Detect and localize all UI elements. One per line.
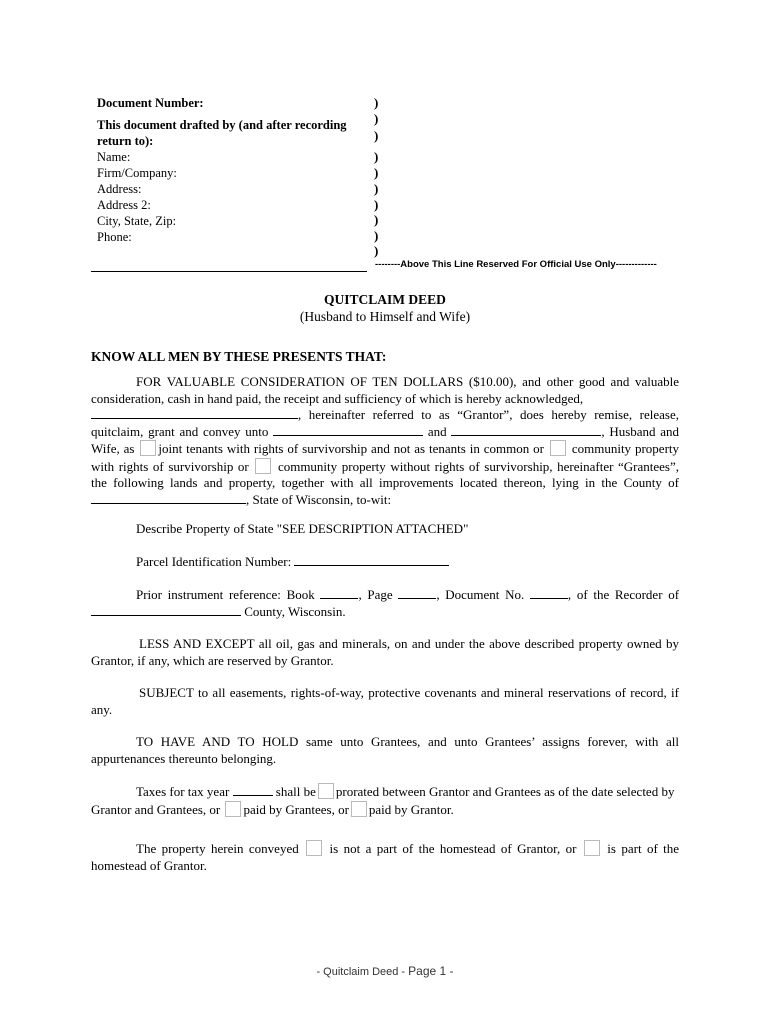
deed-subtitle: (Husband to Himself and Wife): [299, 309, 471, 324]
taxes-paragraph: [91, 783, 679, 818]
have-hold-text: TO HAVE AND TO HOLD same unto Grantees, and unto Grantees’ assigns forever, with all appurtenances thereunto belonging.: [91, 734, 679, 766]
paren: ): [374, 212, 379, 227]
consideration-grantor-line: [91, 407, 679, 508]
less-except-paragraph: [91, 636, 679, 669]
drafted-by-label-line1: This document drafted by (and after recording: [97, 118, 347, 132]
community-property-no-survivorship-checkbox[interactable]: [255, 458, 271, 474]
paren: ): [374, 128, 379, 143]
is-homestead-checkbox[interactable]: [584, 840, 600, 856]
community-property-survivorship-checkbox[interactable]: [550, 440, 566, 456]
parcel-id-line: [136, 554, 449, 570]
have-hold-paragraph: [91, 734, 679, 767]
consideration-text-5: community property with rights of survivorship or: [91, 441, 680, 474]
consideration-text-4: joint tenants with rights of survivorship and not as tenants in common or: [158, 441, 544, 456]
address-label: Address:: [97, 182, 142, 196]
name-label: Name:: [97, 150, 131, 164]
paren: ): [374, 243, 379, 258]
document-number-blank[interactable]: [530, 587, 568, 599]
page-footer: [0, 964, 770, 978]
taxes-prorated-label: prorated between Grantor and Grantees as of the date selected by Grantor and Grantees, or: [91, 784, 675, 817]
official-use-notice: --------Above This Line Reserved For Official Use Only-------------: [375, 259, 657, 270]
subject-paragraph: [91, 685, 679, 718]
paren: ): [374, 165, 379, 180]
prior-instrument-paragraph: [91, 587, 679, 620]
parcel-id-blank[interactable]: [294, 554, 449, 566]
taxes-shall-be-label: shall be: [275, 784, 316, 799]
consideration-text-3: , Husband and Wife, as: [91, 423, 680, 456]
recorder-county-blank[interactable]: [91, 604, 241, 616]
joint-tenants-checkbox[interactable]: [140, 440, 156, 456]
page-blank[interactable]: [398, 587, 436, 599]
grantee2-name-blank[interactable]: [451, 424, 601, 436]
paren: ): [374, 95, 379, 110]
consideration-paragraph: [91, 374, 679, 508]
describe-property-line: Describe Property of State "SEE DESCRIPTION ATTACHED": [136, 521, 469, 536]
taxes-grantor-label: paid by Grantor.: [368, 801, 454, 817]
document-number-label: Document Number:: [97, 96, 204, 110]
homestead-conveyed-label: The property herein conveyed: [136, 841, 299, 856]
grantee1-name-blank[interactable]: [273, 424, 423, 436]
phone-label: Phone:: [97, 230, 132, 244]
consideration-text-6: community property without rights of survivorship, hereinafter “Grantees”, the following lands and property, together with all improvements located thereon, lying in the County of: [91, 458, 680, 490]
paren: ): [374, 228, 379, 243]
address2-label: Address 2:: [97, 198, 151, 212]
city-state-zip-label: City, State, Zip:: [97, 214, 177, 228]
deed-title: QUITCLAIM DEED: [324, 292, 446, 307]
footer-page-number: Page 1 -: [408, 964, 454, 978]
footer-label: - Quitclaim Deed -: [316, 966, 406, 978]
homestead-paragraph: [91, 840, 679, 874]
prior-book-label: Prior instrument reference: Book: [136, 587, 315, 602]
book-blank[interactable]: [320, 587, 358, 599]
drafted-by-label-line2: return to):: [97, 134, 154, 148]
tax-year-blank[interactable]: [233, 784, 273, 796]
firm-label: Firm/Company:: [97, 166, 177, 180]
subject-text: SUBJECT to all easements, rights-of-way, protective covenants and mineral reservations of record, if any.: [91, 685, 679, 717]
paid-by-grantor-checkbox[interactable]: [351, 801, 367, 817]
header-divider-rule: [91, 271, 367, 272]
homestead-text: [91, 840, 679, 874]
prior-recorder-label: , of the Recorder of: [567, 587, 680, 602]
less-except-text: LESS AND EXCEPT all oil, gas and minerals, on and under the above described property owned by Grantor, if any, which are reserved by Grantor.: [91, 636, 679, 668]
paren: ): [374, 181, 379, 196]
taxes-grantees-label: paid by Grantees, or: [243, 801, 349, 817]
prorated-checkbox[interactable]: [318, 783, 334, 799]
prior-county-label: County, Wisconsin.: [244, 603, 346, 619]
and-word: and: [427, 423, 447, 439]
know-all-heading: KNOW ALL MEN BY THESE PRESENTS THAT:: [91, 349, 387, 364]
prior-page-label: , Page: [358, 587, 393, 602]
taxes-text: [91, 783, 679, 818]
homestead-not-part-label: is not a part of the homestead of Grantor, or: [329, 841, 577, 856]
homestead-is-part-label: is part of the homestead of Grantor.: [91, 841, 680, 873]
prior-docno-label: , Document No.: [436, 587, 525, 602]
county-blank[interactable]: [91, 492, 246, 504]
grantor-name-blank[interactable]: [91, 407, 298, 419]
not-homestead-checkbox[interactable]: [306, 840, 322, 856]
consideration-text-2: , hereinafter referred to as “Grantor”, does hereby remise, release, quitclaim, grant and convey unto: [91, 407, 679, 439]
parcel-id-label: Parcel Identification Number:: [136, 554, 292, 569]
paren: ): [374, 111, 379, 126]
consideration-text-7: , State of Wisconsin, to-wit:: [246, 491, 392, 507]
taxes-year-label: Taxes for tax year: [136, 784, 230, 799]
paren: ): [374, 149, 379, 164]
prior-instrument-text: [91, 587, 679, 620]
consideration-text-1: FOR VALUABLE CONSIDERATION OF TEN DOLLARS ($10.00), and other good and valuable consideration, cash in hand paid, the receipt and sufficiency of which is hereby acknowledged,: [91, 374, 679, 406]
paren: ): [374, 197, 379, 212]
paid-by-grantees-checkbox[interactable]: [225, 801, 241, 817]
